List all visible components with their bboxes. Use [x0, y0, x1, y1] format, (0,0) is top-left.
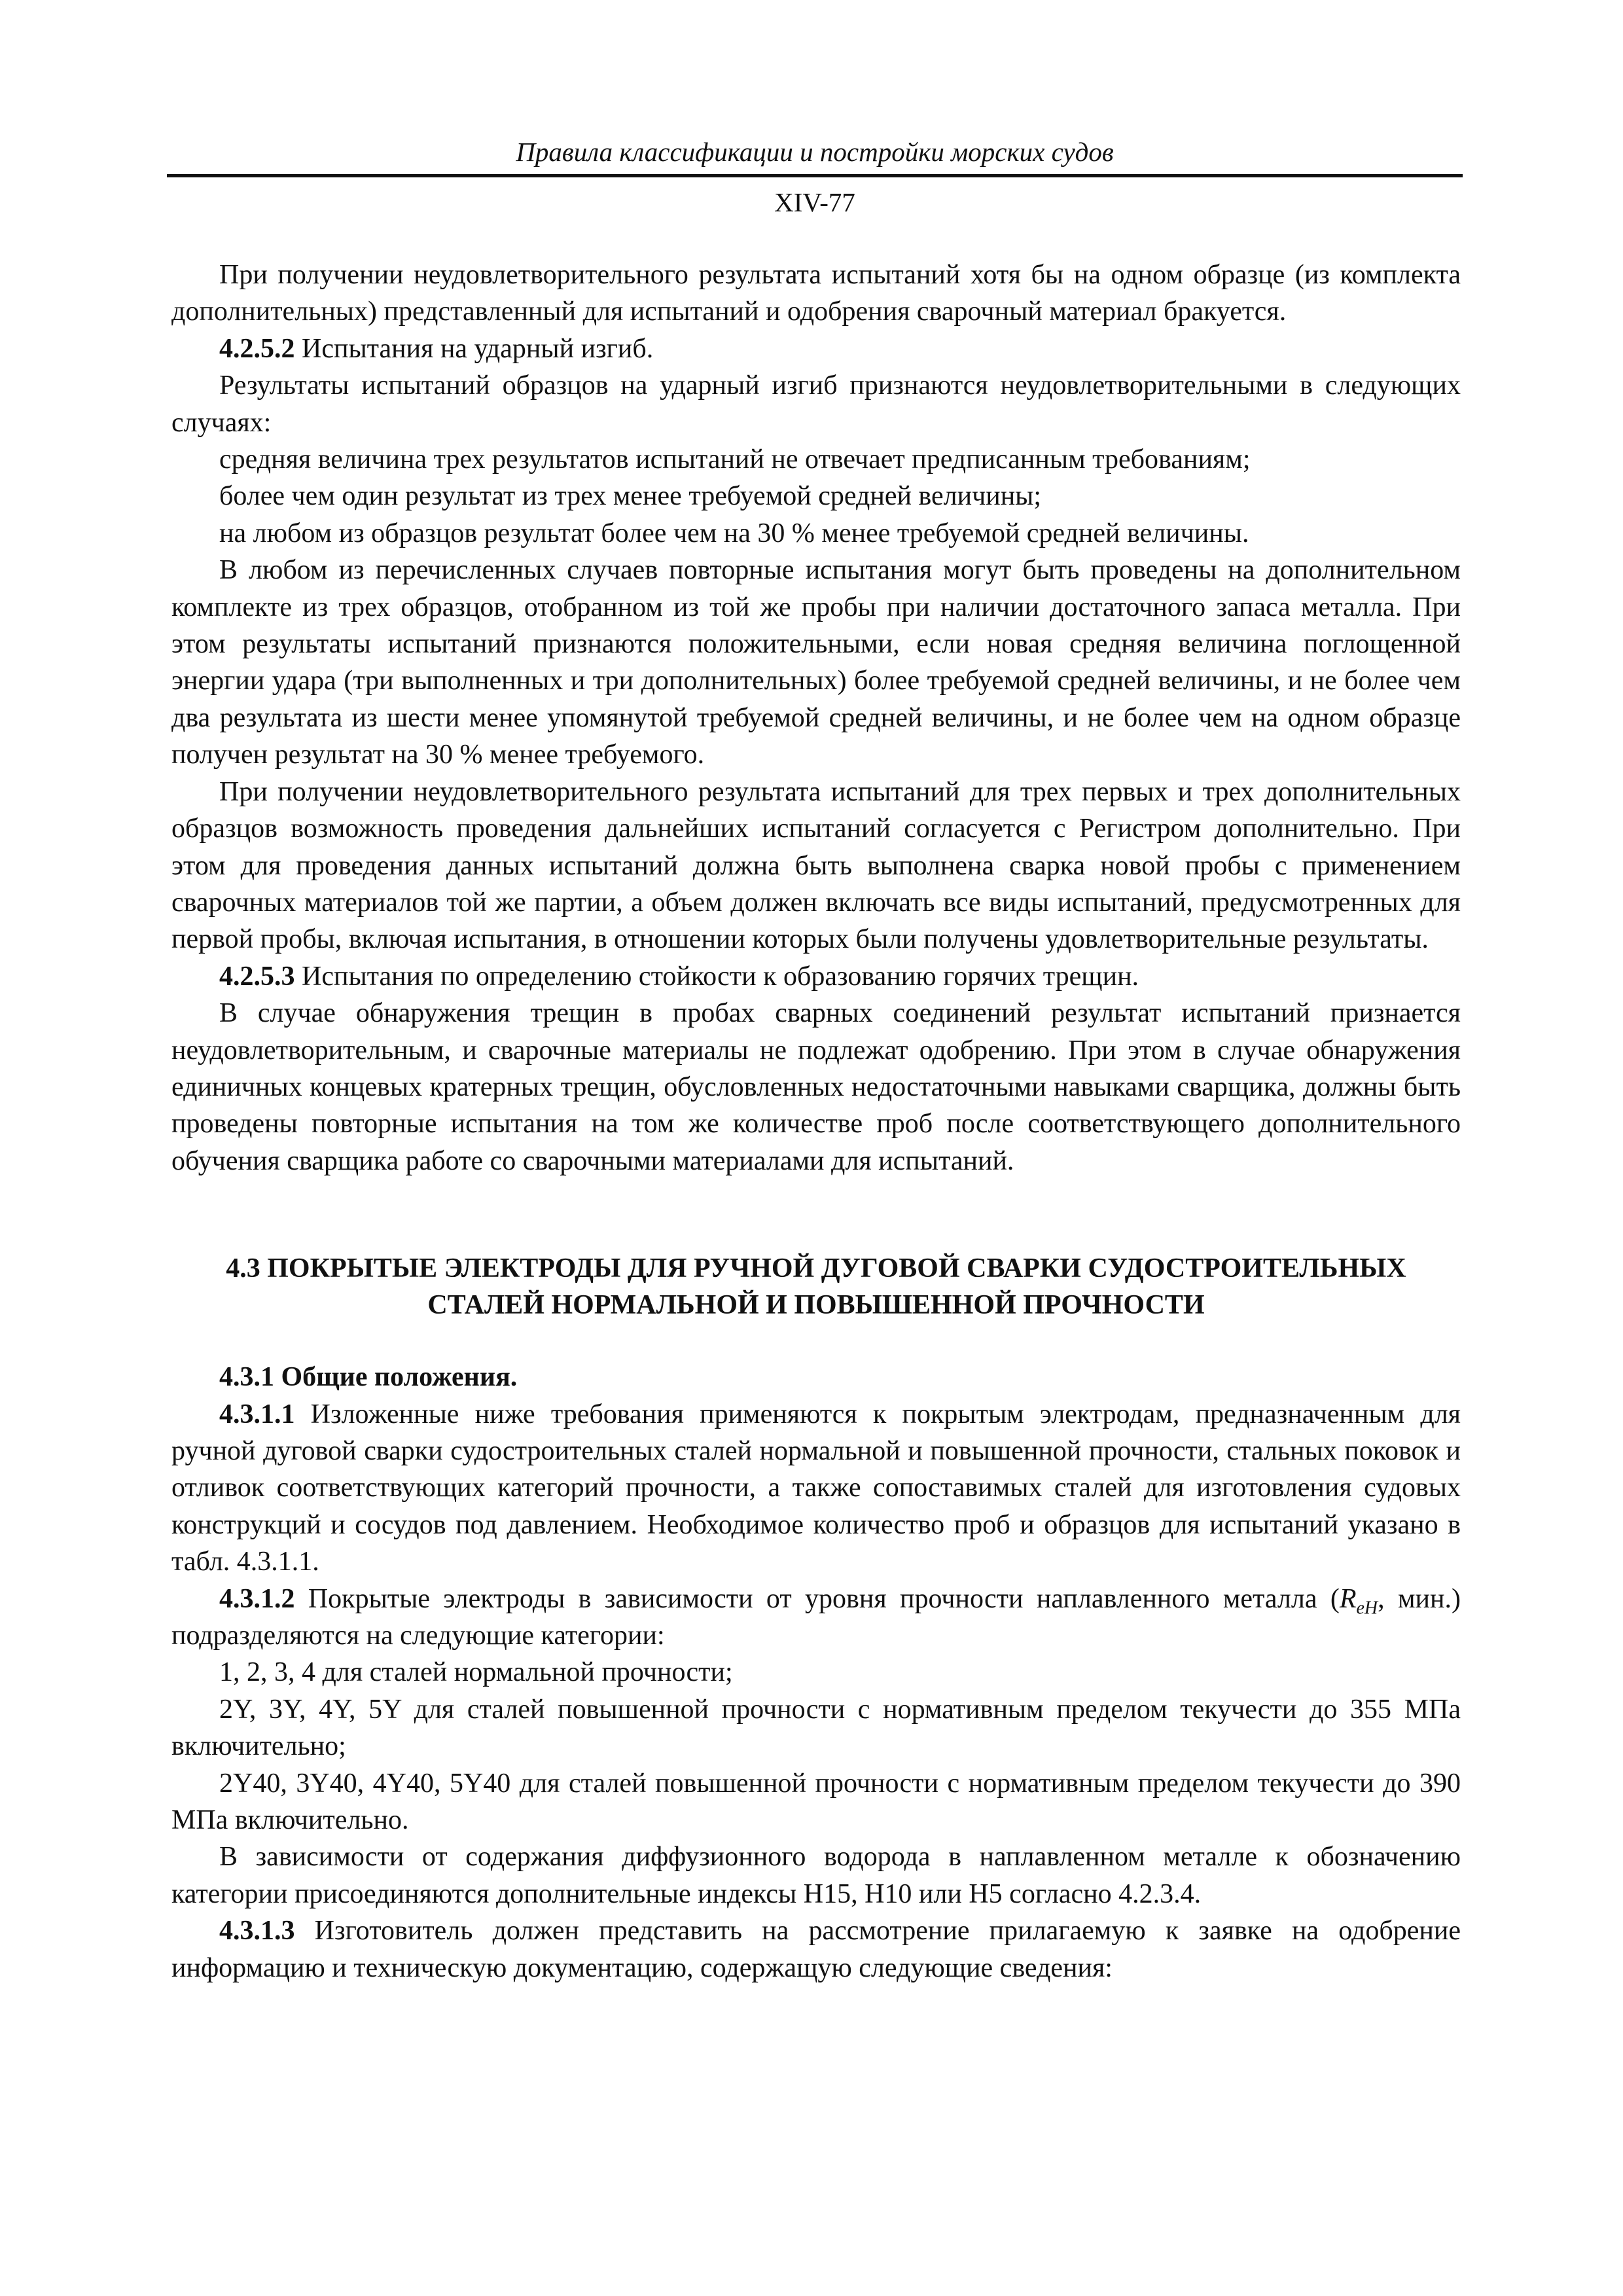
paragraph: При получении неудовлетворительного результата испытаний хотя бы на одном образце (из комплекта дополнительных) представленный для испытаний и одобрения сварочный материал бракуется. [171, 260, 1461, 327]
section-heading-4-3 [171, 1250, 1461, 1323]
clause-text: , мин.) подразделяются на следующие категории: [171, 1583, 1461, 1651]
clause-text: Изложенные ниже требования применяются к покрытым электродам, предназначенным для ручной дуговой сварки судостроительных сталей нормальной и повышенной прочности, стальных поковок и отливок соответствующих категорий прочности, а также сопоставимых сталей для изготовления судовых конструкций и сосудов под давлением. Необходимое количество проб и образцов для испытаний указано в табл. 4.3.1.1. [171, 1399, 1461, 1577]
clause-number: 4.2.5.3 [219, 961, 295, 992]
clause-4-3-1-1 [171, 1396, 1461, 1581]
paragraph: Результаты испытаний образцов на ударный изгиб признаются неудовлетворительными в следующих случаях: [171, 370, 1461, 438]
clause-number: 4.3.1.2 [219, 1583, 295, 1614]
paragraph: При получении неудовлетворительного результата испытаний для трех первых и трех дополнительных образцов возможность проведения дальнейших испытаний согласуется с Регистром дополнительно. При этом для проведения данных испытаний должна быть выполнена сварка новой пробы с применением сварочных материалов той же партии, а объем должен включать все виды испытаний, предусмотренных для первой пробы, включая испытания, в отношении которых были получены удовлетворительные результаты. [171, 776, 1461, 955]
section-heading-line: 4.3 ПОКРЫТЫЕ ЭЛЕКТРОДЫ ДЛЯ РУЧНОЙ ДУГОВОЙ СВАРКИ СУДОСТРОИТЕЛЬНЫХ [226, 1253, 1406, 1284]
paragraph: В случае обнаружения трещин в пробах сварных соединений результат испытаний признается неудовлетворительным, и сварочные материалы не подлежат одобрению. При этом в случае обнаружения единичных концевых кратерных трещин, обусловленных недостаточными навыками сварщика, должны быть проведены повторные испытания на том же количестве проб после соответствующего дополнительного обучения сварщика работе со сварочными материалами для испытаний. [171, 998, 1461, 1176]
clause-number: 4.3.1.3 [219, 1916, 295, 1946]
spacer [171, 1323, 1461, 1359]
list-item: 1, 2, 3, 4 для сталей нормальной прочности; [219, 1657, 733, 1688]
clause-4-3-1-2 [171, 1581, 1461, 1655]
clause-title: Испытания на ударный изгиб. [294, 333, 654, 364]
list-item: 2Y, 3Y, 4Y, 5Y для сталей повышенной прочности с нормативным пределом текучести до 355 МПа включительно; [171, 1694, 1461, 1762]
running-header-title: Правила классификации и постройки морских судов [516, 137, 1114, 167]
list-item: средняя величина трех результатов испытаний не отвечает предписанным требованиям; [219, 444, 1251, 475]
clause-number: 4.2.5.2 [219, 333, 295, 364]
document-body [171, 257, 1461, 1986]
yield-strength-symbol: R [1339, 1583, 1357, 1614]
paragraph: В зависимости от содержания диффузионного водорода в наплавленном металле к обозначению категории присоединяются дополнительные индексы H15, H10 или H5 согласно 4.2.3.4. [171, 1842, 1461, 1909]
clause-number: 4.3.1.1 [219, 1399, 295, 1429]
paragraph: В любом из перечисленных случаев повторные испытания могут быть проведены на дополнительном комплекте из трех образцов, отобранном из той же пробы при наличии достаточного запаса металла. При этом результаты испытаний признаются положительными, если новая средняя величина поглощенной энергии удара (три выполненных и три дополнительных) более требуемой средней величины, и не более чем два результата из шести менее упомянутой требуемой средней величины, и не более чем на одном образце получен результат на 30 % менее требуемого. [171, 555, 1461, 770]
section-heading-line: СТАЛЕЙ НОРМАЛЬНОЙ И ПОВЫШЕННОЙ ПРОЧНОСТИ [427, 1290, 1205, 1321]
spacer [171, 1179, 1461, 1250]
clause-text: Изготовитель должен представить на рассмотрение прилагаемую к заявке на одобрение информацию и техническую документацию, содержащую следующие сведения: [171, 1916, 1461, 1983]
clause-text: Покрытые электроды в зависимости от уровня прочности наплавленного металла ( [294, 1583, 1340, 1614]
clause-4-2-5-3 [171, 958, 1461, 995]
header-divider [167, 174, 1463, 177]
subsection-heading-4-3-1: 4.3.1 Общие положения. [219, 1362, 518, 1393]
list-item: 2Y40, 3Y40, 4Y40, 5Y40 для сталей повышенной прочности с нормативным пределом текучести до 390 МПа включительно. [171, 1768, 1461, 1836]
yield-strength-subscript: eH [1356, 1597, 1378, 1618]
list-item: на любом из образцов результат более чем на 30 % менее требуемой средней величины. [219, 518, 1249, 548]
clause-4-3-1-3 [171, 1912, 1461, 1986]
clause-title: Испытания по определению стойкости к образованию горячих трещин. [294, 961, 1139, 992]
page-number: XIV-77 [774, 187, 855, 217]
clause-4-2-5-2 [171, 331, 1461, 367]
list-item: более чем один результат из трех менее требуемой средней величины; [219, 481, 1042, 512]
